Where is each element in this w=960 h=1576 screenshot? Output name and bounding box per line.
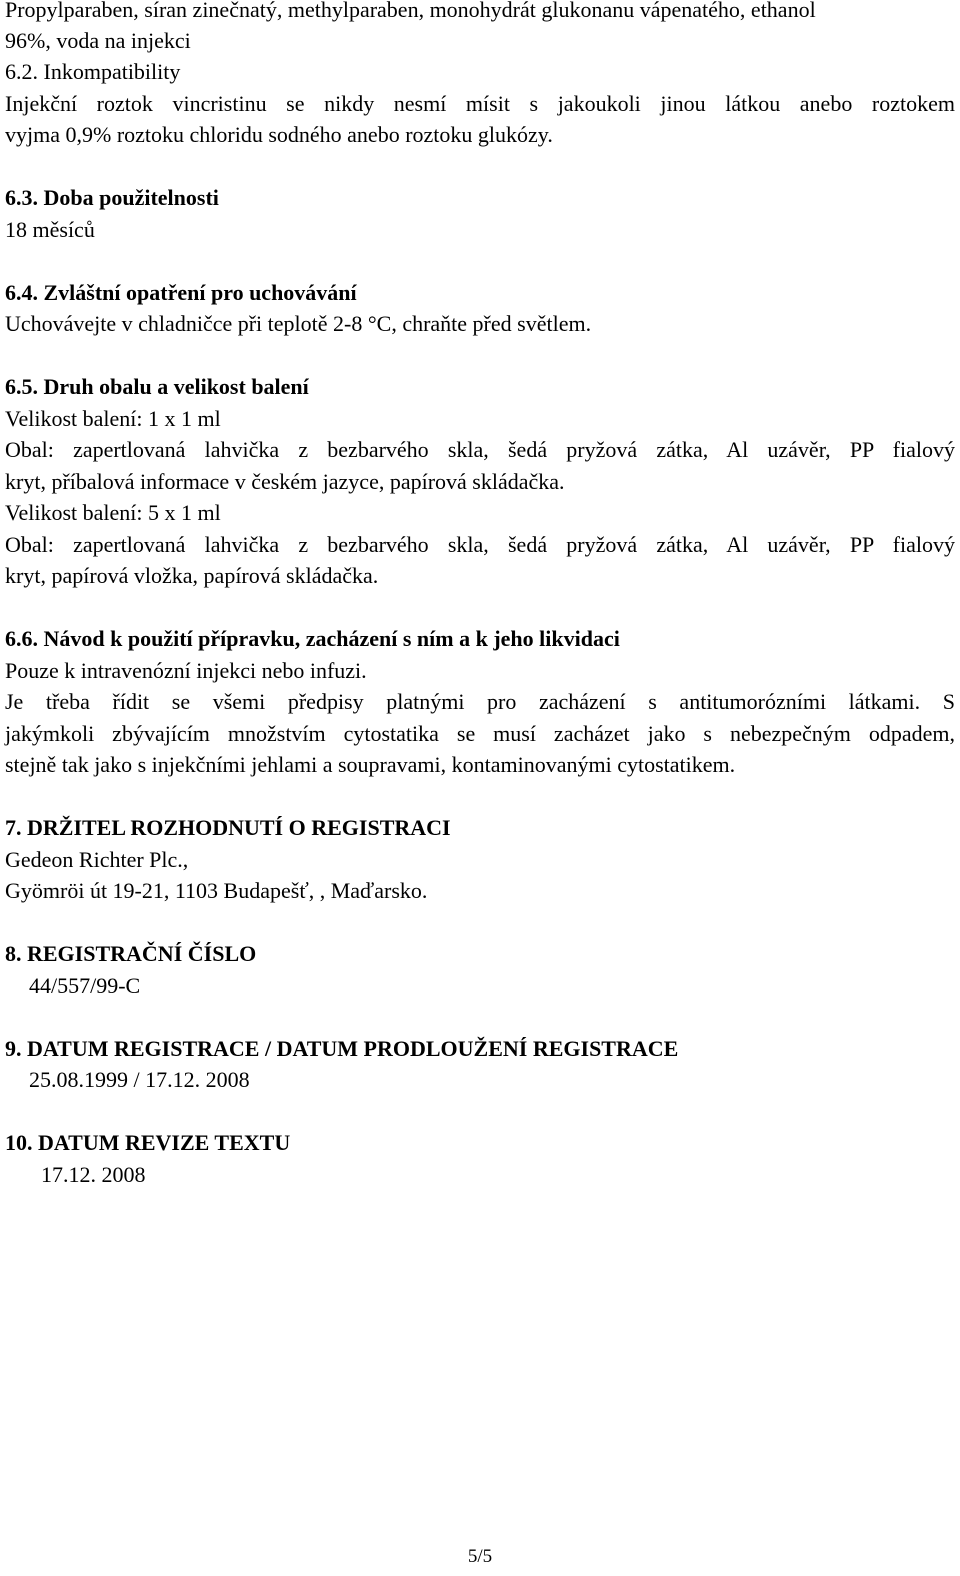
section-heading-9: 9. DATUM REGISTRACE / DATUM PRODLOUŽENÍ REGISTRACE bbox=[5, 1036, 679, 1061]
text-line: Obal: zapertlovaná lahvička z bezbarvého skla, šedá pryžová zátka, Al uzávěr, PP fialový bbox=[5, 532, 955, 557]
text-line: Je třeba řídit se všemi předpisy platnými pro zacházení s antitumorózními látkami. S bbox=[5, 689, 955, 714]
text-line: Gedeon Richter Plc., bbox=[5, 847, 189, 872]
page-number: 5/5 bbox=[467, 1546, 493, 1567]
section-heading-8: 8. REGISTRAČNÍ ČÍSLO bbox=[5, 941, 257, 966]
section-heading-7: 7. DRŽITEL ROZHODNUTÍ O REGISTRACI bbox=[5, 815, 451, 840]
text-line: 18 měsíců bbox=[5, 217, 95, 242]
text-line: Gyömröi út 19-21, 1103 Budapešť, , Maďarsko. bbox=[5, 878, 428, 903]
registration-dates: 25.08.1999 / 17.12. 2008 bbox=[29, 1067, 250, 1092]
text-line: kryt, příbalová informace v českém jazyce, papírová skládačka. bbox=[5, 469, 565, 494]
text-line: Pouze k intravenózní injekci nebo infuzi. bbox=[5, 658, 367, 683]
text-line: Injekční roztok vincristinu se nikdy nesmí mísit s jakoukoli jinou látkou anebo roztokem bbox=[5, 91, 955, 116]
text-line: kryt, papírová vložka, papírová skládačka. bbox=[5, 563, 379, 588]
section-heading-6-3: 6.3. Doba použitelnosti bbox=[5, 185, 219, 210]
section-heading-6-4: 6.4. Zvláštní opatření pro uchovávání bbox=[5, 280, 357, 305]
text-line: Velikost balení: 5 x 1 ml bbox=[5, 500, 221, 525]
section-heading-10: 10. DATUM REVIZE TEXTU bbox=[5, 1130, 291, 1155]
text-line: Velikost balení: 1 x 1 ml bbox=[5, 406, 221, 431]
registration-number: 44/557/99-C bbox=[29, 973, 141, 998]
text-line: jakýmkoli zbývajícím množstvím cytostatika se musí zacházet jako s nebezpečným odpadem, bbox=[5, 721, 955, 746]
section-heading-6-5: 6.5. Druh obalu a velikost balení bbox=[5, 374, 309, 399]
text-line: vyjma 0,9% roztoku chloridu sodného anebo roztoku glukózy. bbox=[5, 122, 553, 147]
section-heading-6-6: 6.6. Návod k použití přípravku, zacházení s ním a k jeho likvidaci bbox=[5, 626, 620, 651]
text-line: Uchovávejte v chladničce při teplotě 2-8 °C, chraňte před světlem. bbox=[5, 311, 592, 336]
text-line: Obal: zapertlovaná lahvička z bezbarvého skla, šedá pryžová zátka, Al uzávěr, PP fialový bbox=[5, 437, 955, 462]
text-line: Propylparaben, síran zinečnatý, methylparaben, monohydrát glukonanu vápenatého, ethanol bbox=[5, 0, 816, 22]
text-line: 6.2. Inkompatibility bbox=[5, 59, 181, 84]
text-line: 96%, voda na injekci bbox=[5, 28, 191, 53]
revision-date: 17.12. 2008 bbox=[41, 1162, 146, 1187]
text-line: stejně tak jako s injekčními jehlami a soupravami, kontaminovanými cytostatikem. bbox=[5, 752, 736, 777]
